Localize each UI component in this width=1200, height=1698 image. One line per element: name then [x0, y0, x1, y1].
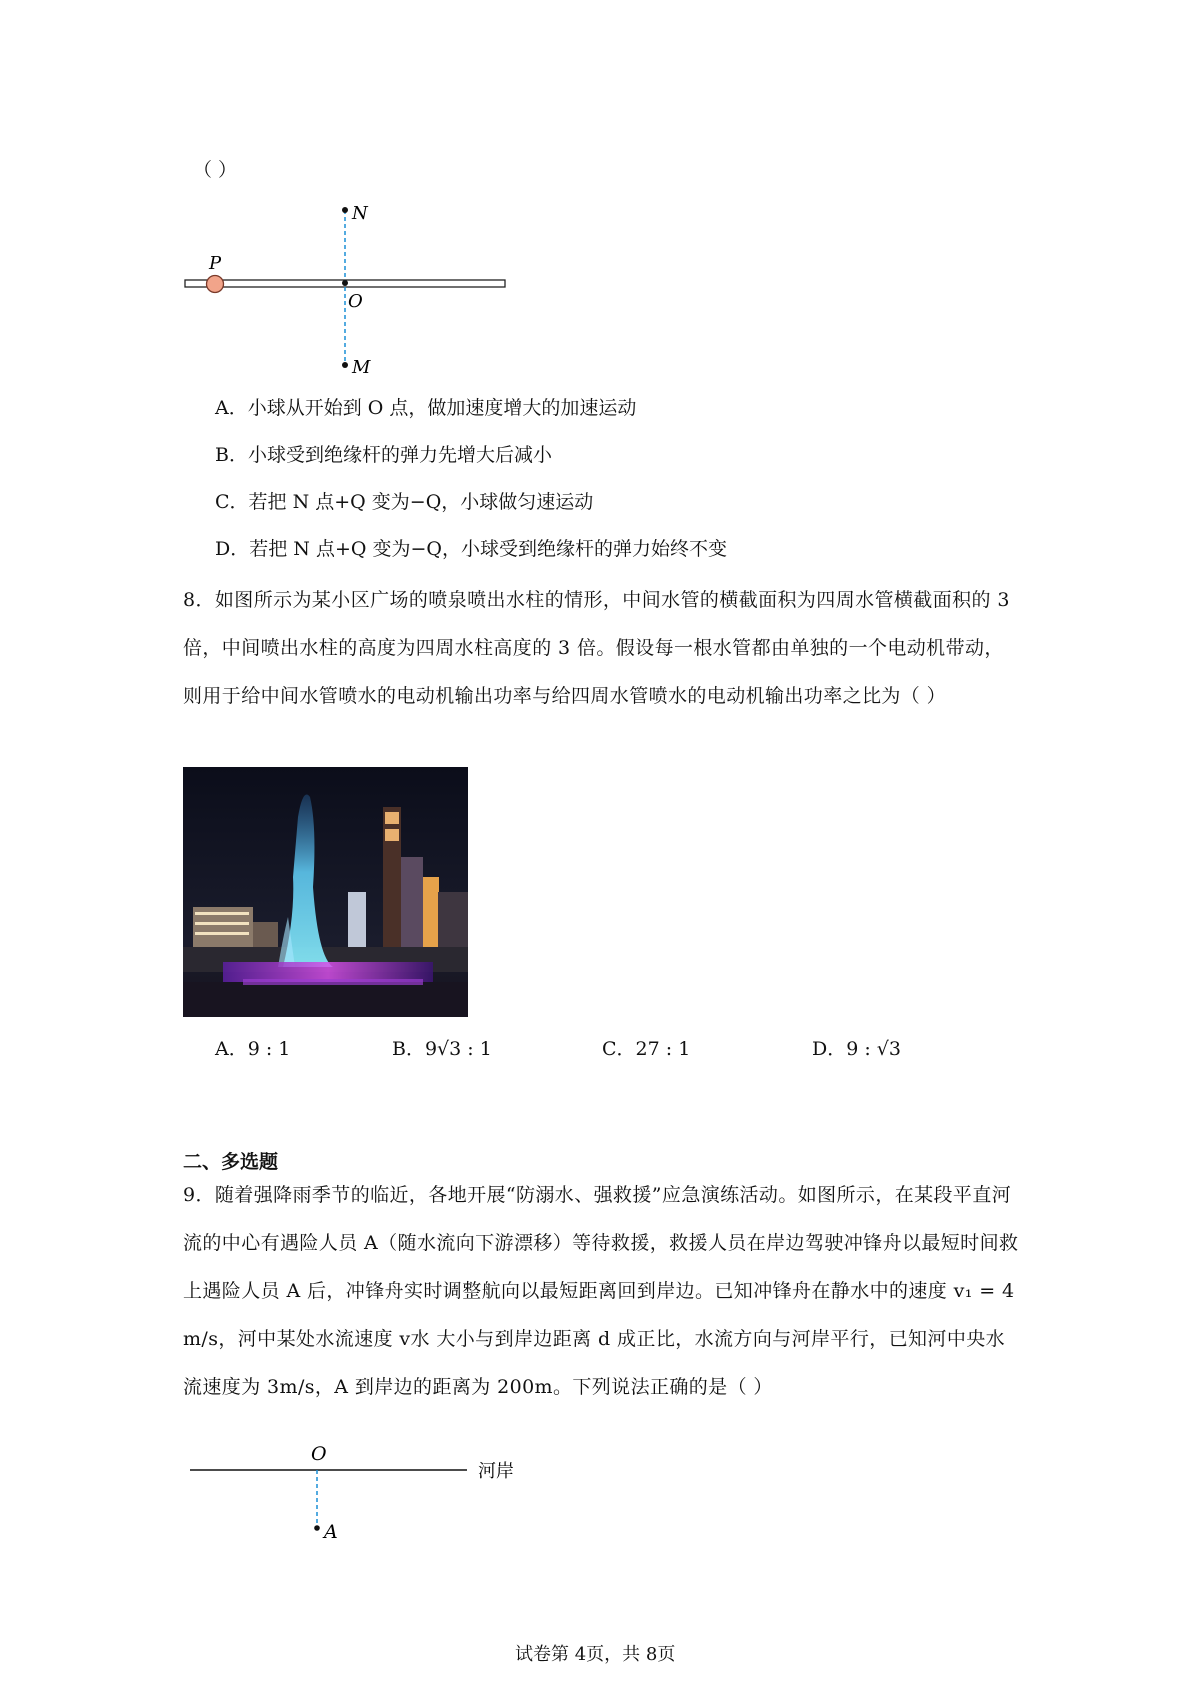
- q7-option-a: A．小球从开始到 O 点，做加速度增大的加速运动: [215, 397, 637, 419]
- fountain-photo: [183, 767, 468, 1017]
- q9-stem: 9．随着强降雨季节的临近，各地开展“防溺水、强救援”应急演练活动。如图所示，在某段平直河流的中心有遇险人员 A（随水流向下游漂移）等待救援，救援人员在岸边驾驶冲锋舟以最短时间救上遇险人员 A 后，冲锋舟实时调整航向以最短距离回到岸边。已知冲锋舟在静水中的速度 v₁ = 4 m/s，河中某处水流速度 v水 大小与到岸边距离 d 成正比，水流方向与河岸平行，已知河中央水流速度为 3m/s，A 到岸边的距离为 200m。下列说法正确的是（ ）: [183, 1184, 1019, 1398]
- q8-option-a: A．9 : 1: [215, 1038, 291, 1060]
- section-heading: 二、多选题: [183, 1151, 279, 1173]
- bank-label: 河岸: [478, 1461, 514, 1482]
- point-O: [342, 280, 348, 286]
- q7-option-c: C．若把 N 点+Q 变为−Q，小球做匀速运动: [215, 491, 594, 513]
- label-A: A: [324, 1521, 338, 1543]
- point-A: [314, 1525, 320, 1531]
- label-M: M: [352, 357, 371, 378]
- point-M: [342, 362, 348, 368]
- q8-stem: 8．如图所示为某小区广场的喷泉喷出水柱的情形，中间水管的横截面积为四周水管横截面积的 3 倍，中间喷出水柱的高度为四周水柱高度的 3 倍。假设每一根水管都由单独的一个电动机带动，则用于给中间水管喷水的电动机输出功率与给四周水管喷水的电动机输出功率之比为（ ）: [183, 589, 1010, 707]
- q8-option-c: C．27 : 1: [602, 1038, 691, 1060]
- label-O: O: [311, 1443, 327, 1465]
- q7-option-b: B．小球受到绝缘杆的弹力先增大后减小: [215, 444, 552, 466]
- page-footer: 试卷第 4页，共 8页: [515, 1644, 676, 1665]
- q8-option-b: B．9√3 : 1: [392, 1038, 492, 1060]
- label-N: N: [352, 203, 368, 224]
- q7-option-d: D．若把 N 点+Q 变为−Q，小球受到绝缘杆的弹力始终不变: [215, 538, 727, 560]
- ball-P: [207, 276, 224, 293]
- answer-blank: （ ）: [193, 159, 238, 181]
- label-P: P: [209, 253, 222, 274]
- label-O: O: [348, 291, 363, 312]
- q8-option-d: D．9 : √3: [812, 1038, 901, 1060]
- point-N: [342, 207, 348, 213]
- rod-charge-diagram: [180, 195, 520, 380]
- river-bank-diagram: [185, 1440, 545, 1545]
